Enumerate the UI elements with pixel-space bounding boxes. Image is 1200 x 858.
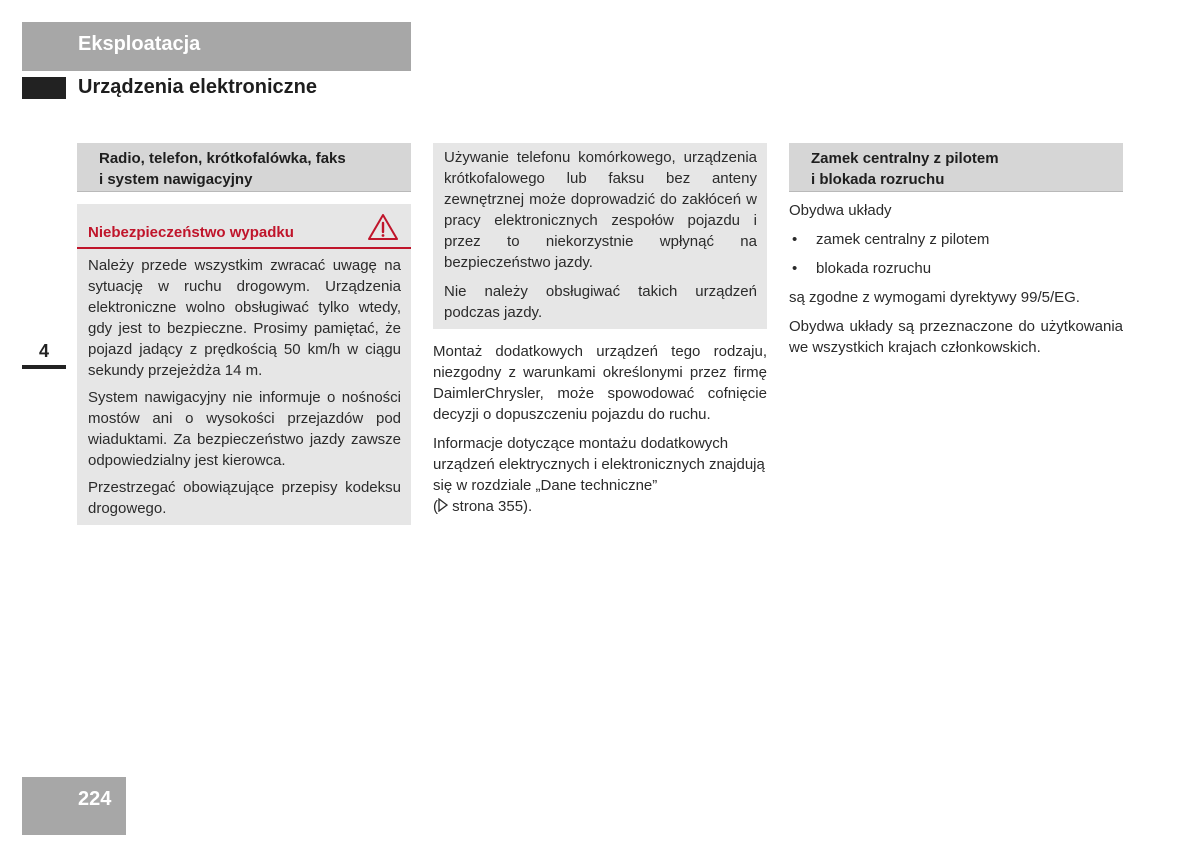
- column-1: [77, 143, 411, 525]
- subsection-heading-line: Zamek centralny z pilotem: [811, 150, 999, 167]
- subsection-heading-line: Radio, telefon, krótkofalówka, faks: [99, 150, 346, 167]
- note-paragraph: Używanie telefonu komórkowego, urządzenia krótkofalowego lub faksu bez anteny zewnętrznej może doprowadzić do zakłóceń w pracy elektronicznych zespołów pojazdu i przez to niekorzystnie wpłynąć na bezpieczeństwo jazdy.: [444, 149, 757, 271]
- warning-paragraph: Należy przede wszystkim zwracać uwagę na sytuację w ruchu drogowym. Urządzenia elektroniczne wolno obsługiwać tylko wtedy, gdy jest to bezpieczne. Prosimy pamiętać, że pojazd jadący z prędkością 50 km/h w ciągu sekundy przejeżdża 14 m.: [88, 257, 401, 379]
- warning-title: Niebezpieczeństwo wypadku: [88, 224, 294, 241]
- bullet-list: [789, 229, 1123, 279]
- body-paragraph-text: Informacje dotyczące montażu dodatkowych urządzeń elektrycznych i elektronicznych znajdują się w rozdziale „Dane techniczne”: [433, 435, 765, 494]
- body-paragraph: Informacje dotyczące montażu dodatkowych urządzeń elektrycznych i elektronicznych znajdują się w rozdziale „Dane techniczne” ( strona 355).: [433, 435, 765, 515]
- subsection-heading: [77, 143, 411, 192]
- subsection-heading: [789, 143, 1123, 192]
- warning-triangle-icon: [367, 213, 399, 241]
- body-paragraph: Obydwa układy są przeznaczone do użytkowania we wszystkich krajach członkowskich.: [789, 318, 1123, 356]
- chapter-title: Eksploatacja: [78, 33, 201, 55]
- chapter-tab: 4: [22, 337, 66, 369]
- warning-header: [77, 204, 411, 249]
- section-title: Urządzenia elektroniczne: [78, 76, 317, 98]
- warning-paragraph: System nawigacyjny nie informuje o nośności mostów ani o wysokości przejazdów pod wiaduktami. Za bezpieczeństwo jazdy zawsze odpowiedzialny jest kierowca.: [88, 389, 401, 469]
- subsection-heading-line: i blokada rozruchu: [811, 171, 945, 188]
- page-reference-arrow-icon: [438, 498, 448, 512]
- note-box: [433, 143, 767, 329]
- column-2: [433, 143, 767, 525]
- bullet-icon: •: [792, 231, 798, 248]
- warning-box: [77, 204, 411, 525]
- page-number: 224: [78, 788, 112, 810]
- warning-paragraph: Przestrzegać obowiązujące przepisy kodeksu drogowego.: [88, 479, 401, 517]
- column-3: [789, 143, 1123, 366]
- page-reference: strona 355).: [452, 498, 533, 515]
- subsection-heading-line: i system nawigacyjny: [99, 171, 253, 188]
- body-paragraph: są zgodne z wymogami dyrektywy 99/5/EG.: [789, 289, 1080, 306]
- body-paragraph: Montaż dodatkowych urządzeń tego rodzaju, niezgodny z warunkami określonymi przez firmę DaimlerChrysler, może spowodować cofnięcie decyzji o dopuszczeniu pojazdu do ruchu.: [433, 343, 767, 423]
- bullet-icon: •: [792, 260, 798, 277]
- note-paragraph: Nie należy obsługiwać takich urządzeń podczas jazdy.: [444, 283, 757, 321]
- list-item: [789, 229, 1123, 250]
- body-paragraph: Obydwa układy: [789, 202, 892, 219]
- list-item-text: zamek centralny z pilotem: [816, 231, 990, 248]
- list-item: [789, 258, 1123, 279]
- section-marker: [22, 77, 66, 99]
- list-item-text: blokada rozruchu: [816, 260, 932, 277]
